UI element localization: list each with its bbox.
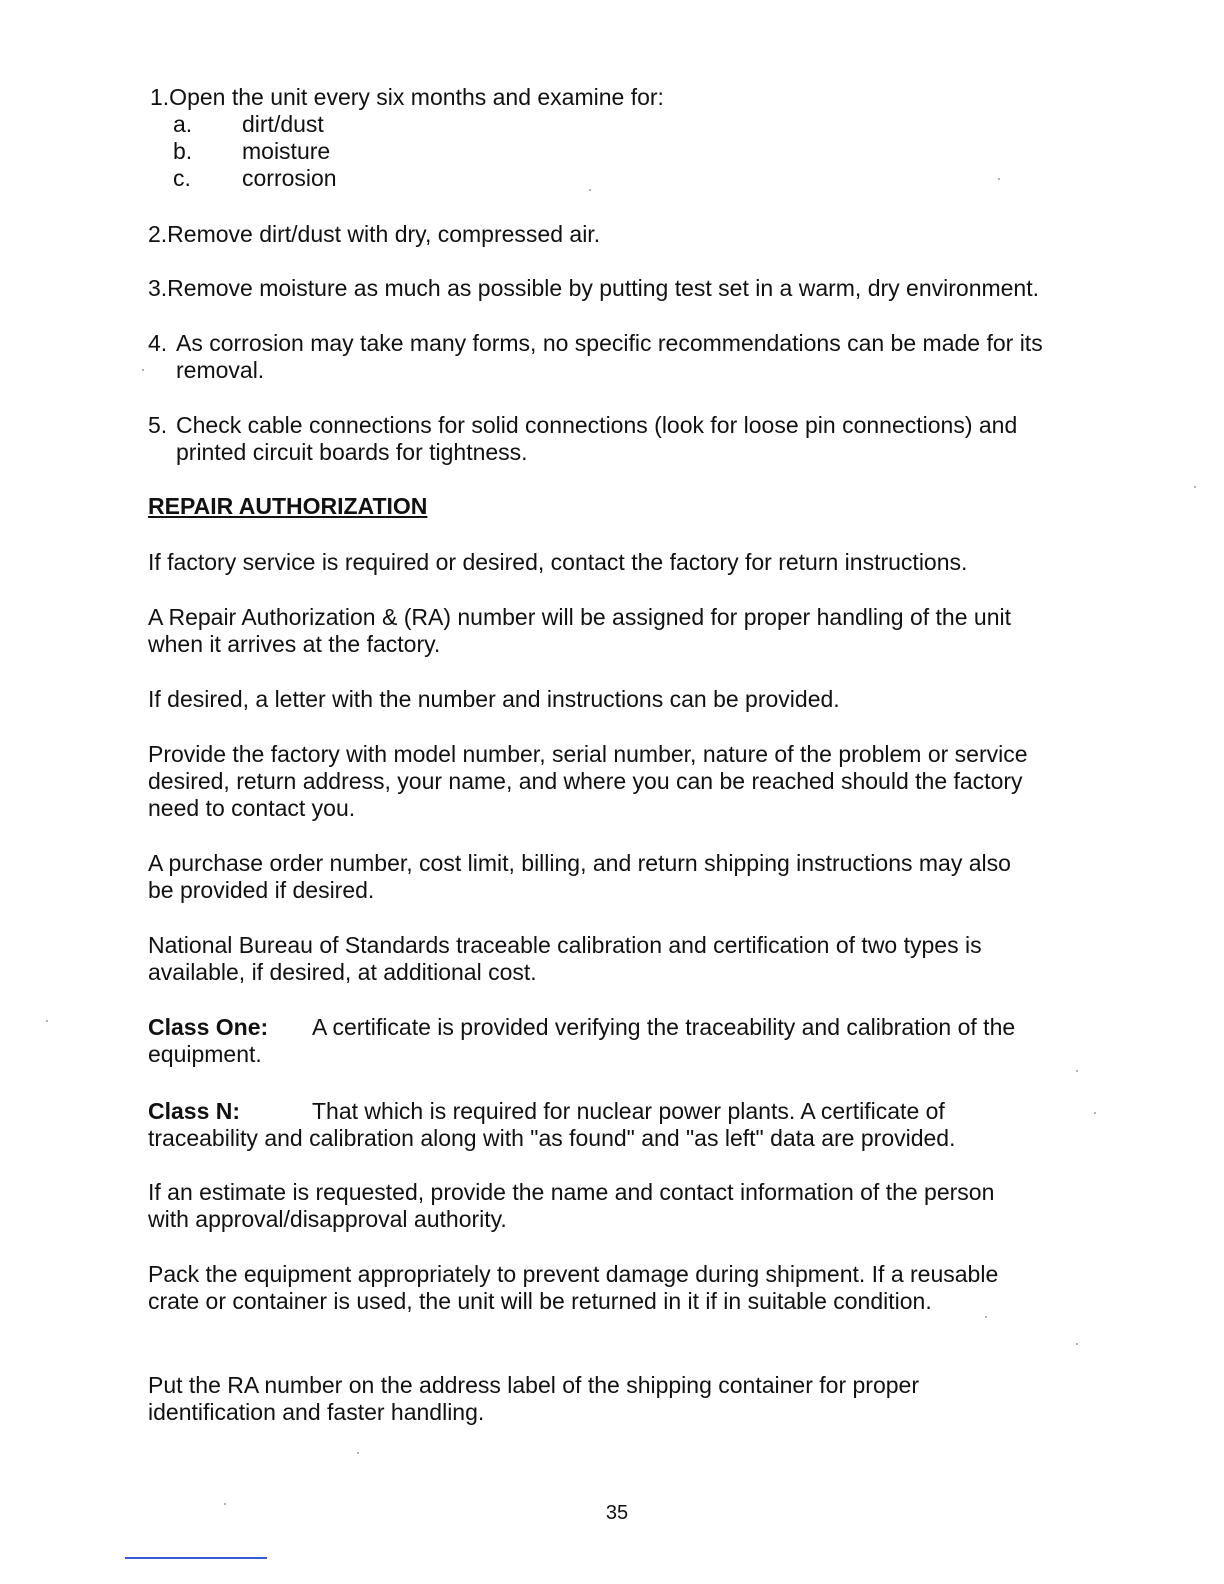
repair-paragraph-4-line-3: need to contact you. xyxy=(148,795,356,821)
step-3-text: 3.Remove moisture as much as possible by putting test set in a warm, dry environment. xyxy=(148,275,1040,301)
class-one-line-1: A certificate is provided verifying the traceability and calibration of the xyxy=(312,1014,1016,1040)
step-1c-text: corrosion xyxy=(242,165,337,191)
scan-speck xyxy=(224,1503,226,1505)
step-1c-letter: c. xyxy=(173,165,191,191)
repair-paragraph-6-line-2: available, if desired, at additional cost. xyxy=(148,959,537,985)
repair-paragraph-8-line-2: crate or container is used, the unit will be returned in it if in suitable condition. xyxy=(148,1288,932,1314)
class-n-line-2: traceability and calibration along with "as found" and "as left" data are provided. xyxy=(148,1125,956,1151)
scan-speck xyxy=(357,1452,359,1454)
step-1-text: 1.Open the unit every six months and examine for: xyxy=(150,84,664,110)
repair-paragraph-5-line-1: A purchase order number, cost limit, billing, and return shipping instructions may also xyxy=(148,850,1011,876)
repair-authorization-heading: REPAIR AUTHORIZATION xyxy=(148,493,428,519)
step-1b-letter: b. xyxy=(173,138,193,164)
scan-speck xyxy=(589,189,591,191)
repair-paragraph-9-line-2: identification and faster handling. xyxy=(148,1399,485,1425)
step-2-text: 2.Remove dirt/dust with dry, compressed air. xyxy=(148,221,601,247)
repair-paragraph-2-line-2: when it arrives at the factory. xyxy=(148,631,441,657)
step-4-number: 4. xyxy=(148,330,168,356)
step-1a-text: dirt/dust xyxy=(242,111,324,137)
repair-paragraph-6-line-1: National Bureau of Standards traceable calibration and certification of two types is xyxy=(148,932,982,958)
repair-paragraph-7-line-1: If an estimate is requested, provide the name and contact information of the person xyxy=(148,1179,995,1205)
step-5-number: 5. xyxy=(148,412,168,438)
repair-paragraph-2-line-1: A Repair Authorization & (RA) number will be assigned for proper handling of the unit xyxy=(148,604,1011,630)
repair-paragraph-7-line-2: with approval/disapproval authority. xyxy=(148,1206,507,1232)
class-one-label: Class One: xyxy=(148,1014,269,1040)
page-number: 35 xyxy=(605,1502,629,1524)
class-one-line-2: equipment. xyxy=(148,1041,262,1067)
scan-speck xyxy=(1194,486,1196,488)
repair-paragraph-5-line-2: be provided if desired. xyxy=(148,877,375,903)
scan-speck xyxy=(1094,1112,1096,1114)
scan-speck xyxy=(1076,1343,1078,1345)
class-n-label: Class N: xyxy=(148,1098,241,1124)
step-5-line-1: Check cable connections for solid connections (look for loose pin connections) and xyxy=(176,412,1018,438)
scan-speck xyxy=(142,369,144,371)
repair-paragraph-1: If factory service is required or desired, contact the factory for return instructions. xyxy=(148,549,968,575)
repair-paragraph-9-line-1: Put the RA number on the address label of the shipping container for proper xyxy=(148,1372,919,1398)
step-1a-letter: a. xyxy=(173,111,193,137)
scan-speck xyxy=(985,1316,987,1318)
step-4-line-2: removal. xyxy=(176,357,265,383)
class-n-line-1: That which is required for nuclear power plants. A certificate of xyxy=(312,1098,945,1124)
scan-speck xyxy=(1076,1070,1078,1072)
footer-rule xyxy=(125,1557,267,1559)
repair-paragraph-4-line-2: desired, return address, your name, and where you can be reached should the factory xyxy=(148,768,1023,794)
step-1b-text: moisture xyxy=(242,138,331,164)
step-4-line-1: As corrosion may take many forms, no specific recommendations can be made for its xyxy=(176,330,1043,356)
step-5-line-2: printed circuit boards for tightness. xyxy=(176,439,528,465)
scan-speck xyxy=(998,178,1000,180)
repair-paragraph-3: If desired, a letter with the number and instructions can be provided. xyxy=(148,686,840,712)
scan-speck xyxy=(46,1020,48,1022)
repair-paragraph-4-line-1: Provide the factory with model number, serial number, nature of the problem or service xyxy=(148,741,1028,767)
repair-paragraph-8-line-1: Pack the equipment appropriately to prevent damage during shipment. If a reusable xyxy=(148,1261,999,1287)
